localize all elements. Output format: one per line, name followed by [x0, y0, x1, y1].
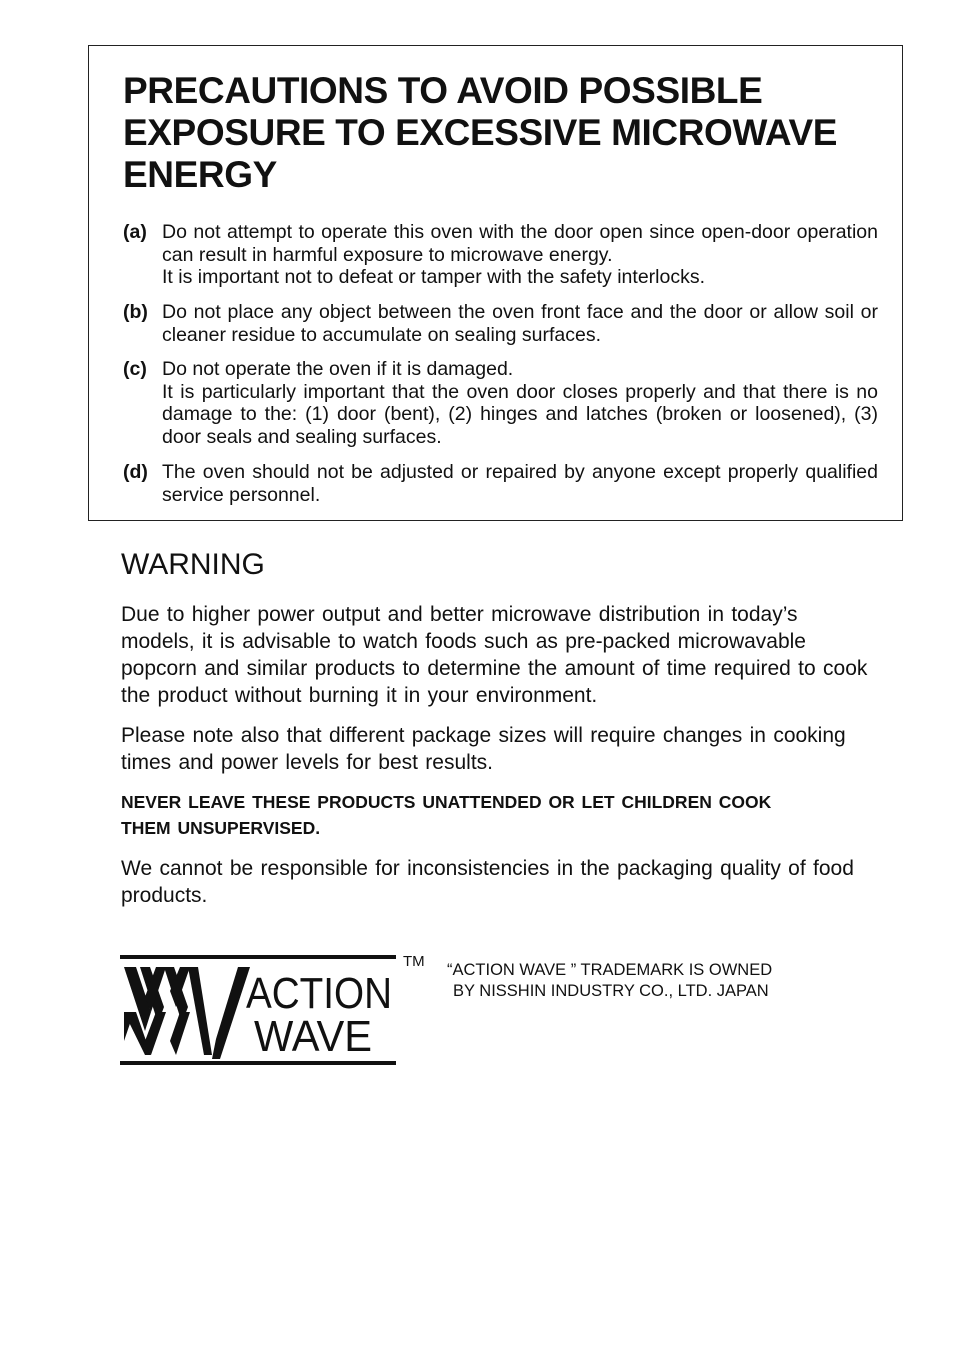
precautions-box: [88, 45, 903, 521]
action-wave-logo: [120, 955, 396, 1067]
trademark-note-line: “ACTION WAVE ” TRADEMARK IS OWNED: [447, 961, 773, 979]
precautions-title: [123, 70, 883, 196]
trademark-symbol: TM: [403, 953, 425, 970]
precautions-title-line: ENERGY: [123, 154, 277, 195]
precaution-item-b: [123, 301, 878, 346]
precaution-item-a: [123, 221, 878, 289]
logo-bottom-rule: [120, 1061, 396, 1065]
item-line: The oven should not be adjusted or repaired by anyone except properly qualified service personnel.: [162, 461, 878, 506]
item-line: It is particularly important that the oven door closes properly and that there is no damage to the: (1) door (bent), (2) hinges and latches (broken or loosened), (3) door seals and sealing surfaces.: [162, 380, 878, 448]
warning-paragraph-1: Due to higher power output and better microwave distribution in today’s models, it is advisable to watch foods such as pre-packed microwavable popcorn and similar products to determine the amount of time required to cook the product without burning it in your environment.: [121, 603, 868, 707]
item-letter: (a): [123, 221, 147, 243]
precautions-title-line: EXPOSURE TO EXCESSIVE MICROWAVE: [123, 112, 838, 153]
warning-paragraph-3: We cannot be responsible for inconsistencies in the packaging quality of food products.: [121, 857, 854, 907]
precaution-item-d: [123, 461, 878, 506]
precautions-title-line: PRECAUTIONS TO AVOID POSSIBLE: [123, 70, 763, 111]
trademark-note: [447, 960, 817, 1002]
item-letter: (d): [123, 461, 148, 483]
item-letter: (c): [123, 358, 147, 380]
logo-word-action: ACTION: [246, 969, 392, 1018]
logo-word-wave: WAVE: [254, 1012, 372, 1061]
item-text: [162, 461, 878, 506]
warning-bold-notice: NEVER LEAVE THESE PRODUCTS UNATTENDED OR LET CHILDREN COOK THEM UNSUPERVISED.: [121, 792, 772, 838]
item-line: Do not place any object between the oven front face and the door or allow soil or cleaner residue to accumulate on sealing surfaces.: [162, 301, 878, 346]
logo-top-rule: [120, 955, 396, 959]
trademark-note-line: BY NISSHIN INDUSTRY CO., LTD. JAPAN: [453, 982, 769, 1000]
item-line: It is important not to defeat or tamper with the safety interlocks.: [162, 266, 706, 288]
item-text: [162, 221, 878, 289]
warning-paragraph-2: Please note also that different package sizes will require changes in cooking times and power levels for best results.: [121, 724, 846, 774]
item-text: [162, 358, 878, 448]
precaution-item-c: [123, 358, 878, 448]
item-letter: (b): [123, 301, 148, 323]
item-text: [162, 301, 878, 346]
logo-wave-mark: [124, 967, 250, 1059]
item-line: Do not operate the oven if it is damaged.: [162, 358, 514, 380]
item-line: Do not attempt to operate this oven with the door open since open-door operation can result in harmful exposure to microwave energy.: [162, 221, 878, 266]
warning-title: WARNING: [121, 548, 265, 581]
